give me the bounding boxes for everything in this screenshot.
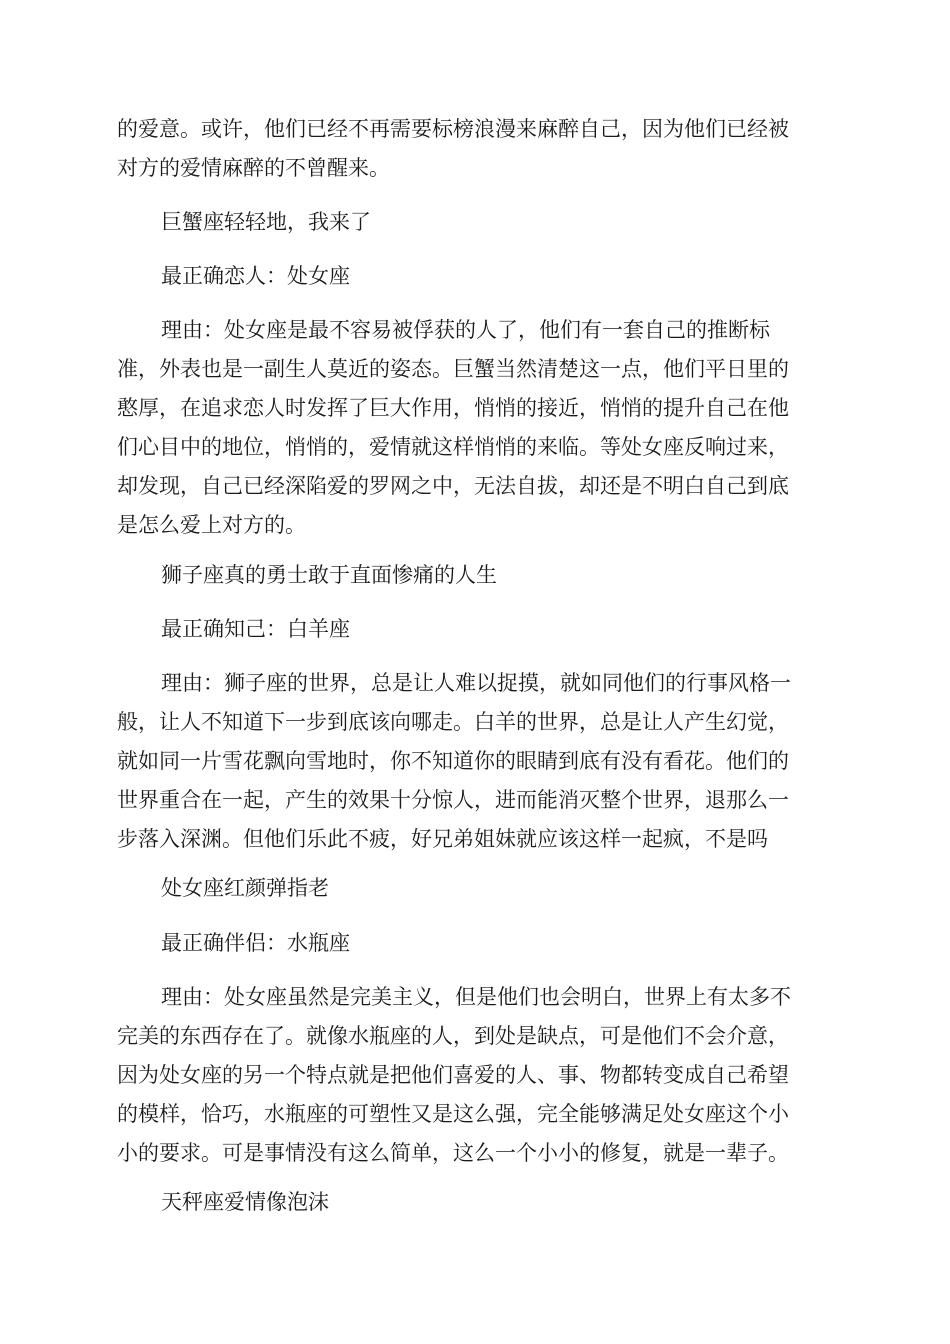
heading-leo <box>117 556 837 595</box>
text-line: 般，让人不知道下一步到底该向哪走。白羊的世界，总是让人产生幻觉， <box>117 710 789 734</box>
text-line: 世界重合在一起，产生的效果十分惊人，进而能消灭整个世界，退那么一 <box>117 788 789 812</box>
text-line: 理由：处女座是最不容易被俘获的人了，他们有一套自己的推断标 <box>161 318 770 342</box>
text-line: 就如同一片雪花飘向雪地时，你不知道你的眼睛到底有没有看花。他们的 <box>117 749 789 773</box>
text-line: 的爱意。或许，他们已经不再需要标榜浪漫来麻醉自己，因为他们已经被 <box>117 117 789 141</box>
text-line: 们心目中的地位，悄悄的，爱情就这样悄悄的来临。等处女座反响过来， <box>117 435 789 459</box>
heading-cancer <box>117 203 837 242</box>
best-match-text: 最正确伴侣：水瓶座 <box>161 931 350 955</box>
heading-text: 天秤座爱情像泡沫 <box>161 1190 329 1214</box>
paragraph-cancer-reason <box>117 311 837 545</box>
text-line: 因为处女座的另一个特点就是把他们喜爱的人、事、物都转变成自己希望 <box>117 1063 789 1087</box>
best-match-text: 最正确知己：白羊座 <box>161 617 350 641</box>
text-line: 憨厚，在追求恋人时发挥了巨大作用，悄悄的接近，悄悄的提升自己在他 <box>117 396 789 420</box>
text-line: 步落入深渊。但他们乐此不疲，好兄弟姐妹就应该这样一起疯，不是吗 <box>117 827 768 851</box>
best-match-virgo <box>117 924 837 963</box>
best-match-leo <box>117 610 837 649</box>
text-line: 小的要求。可是事情没有这么简单，这么一个小小的修复，就是一辈子。 <box>117 1141 789 1165</box>
text-line: 是怎么爱上对方的。 <box>117 513 306 537</box>
best-match-cancer <box>117 257 837 296</box>
text-line: 完美的东西存在了。就像水瓶座的人，到处是缺点，可是他们不会介意， <box>117 1024 789 1048</box>
text-line: 对方的爱情麻醉的不曾醒来。 <box>117 156 390 180</box>
heading-text: 巨蟹座轻轻地，我来了 <box>161 210 371 234</box>
text-line: 准，外表也是一副生人莫近的姿态。巨蟹当然清楚这一点，他们平日里的 <box>117 357 789 381</box>
text-line: 的模样，恰巧，水瓶座的可塑性又是这么强，完全能够满足处女座这个小 <box>117 1102 789 1126</box>
heading-libra <box>117 1183 837 1222</box>
paragraph-virgo-reason <box>117 978 837 1173</box>
paragraph-leo-reason <box>117 664 837 859</box>
heading-text: 狮子座真的勇士敢于直面惨痛的人生 <box>161 563 497 587</box>
paragraph-continuation <box>117 110 837 188</box>
best-match-text: 最正确恋人：处女座 <box>161 264 350 288</box>
text-line: 理由：处女座虽然是完美主义，但是他们也会明白，世界上有太多不 <box>161 985 791 1009</box>
heading-text: 处女座红颜弹指老 <box>161 876 329 900</box>
text-line: 理由：狮子座的世界，总是让人难以捉摸，就如同他们的行事风格一 <box>161 671 791 695</box>
heading-virgo <box>117 869 837 908</box>
text-line: 却发现，自己已经深陷爱的罗网之中，无法自拔，却还是不明白自己到底 <box>117 474 789 498</box>
